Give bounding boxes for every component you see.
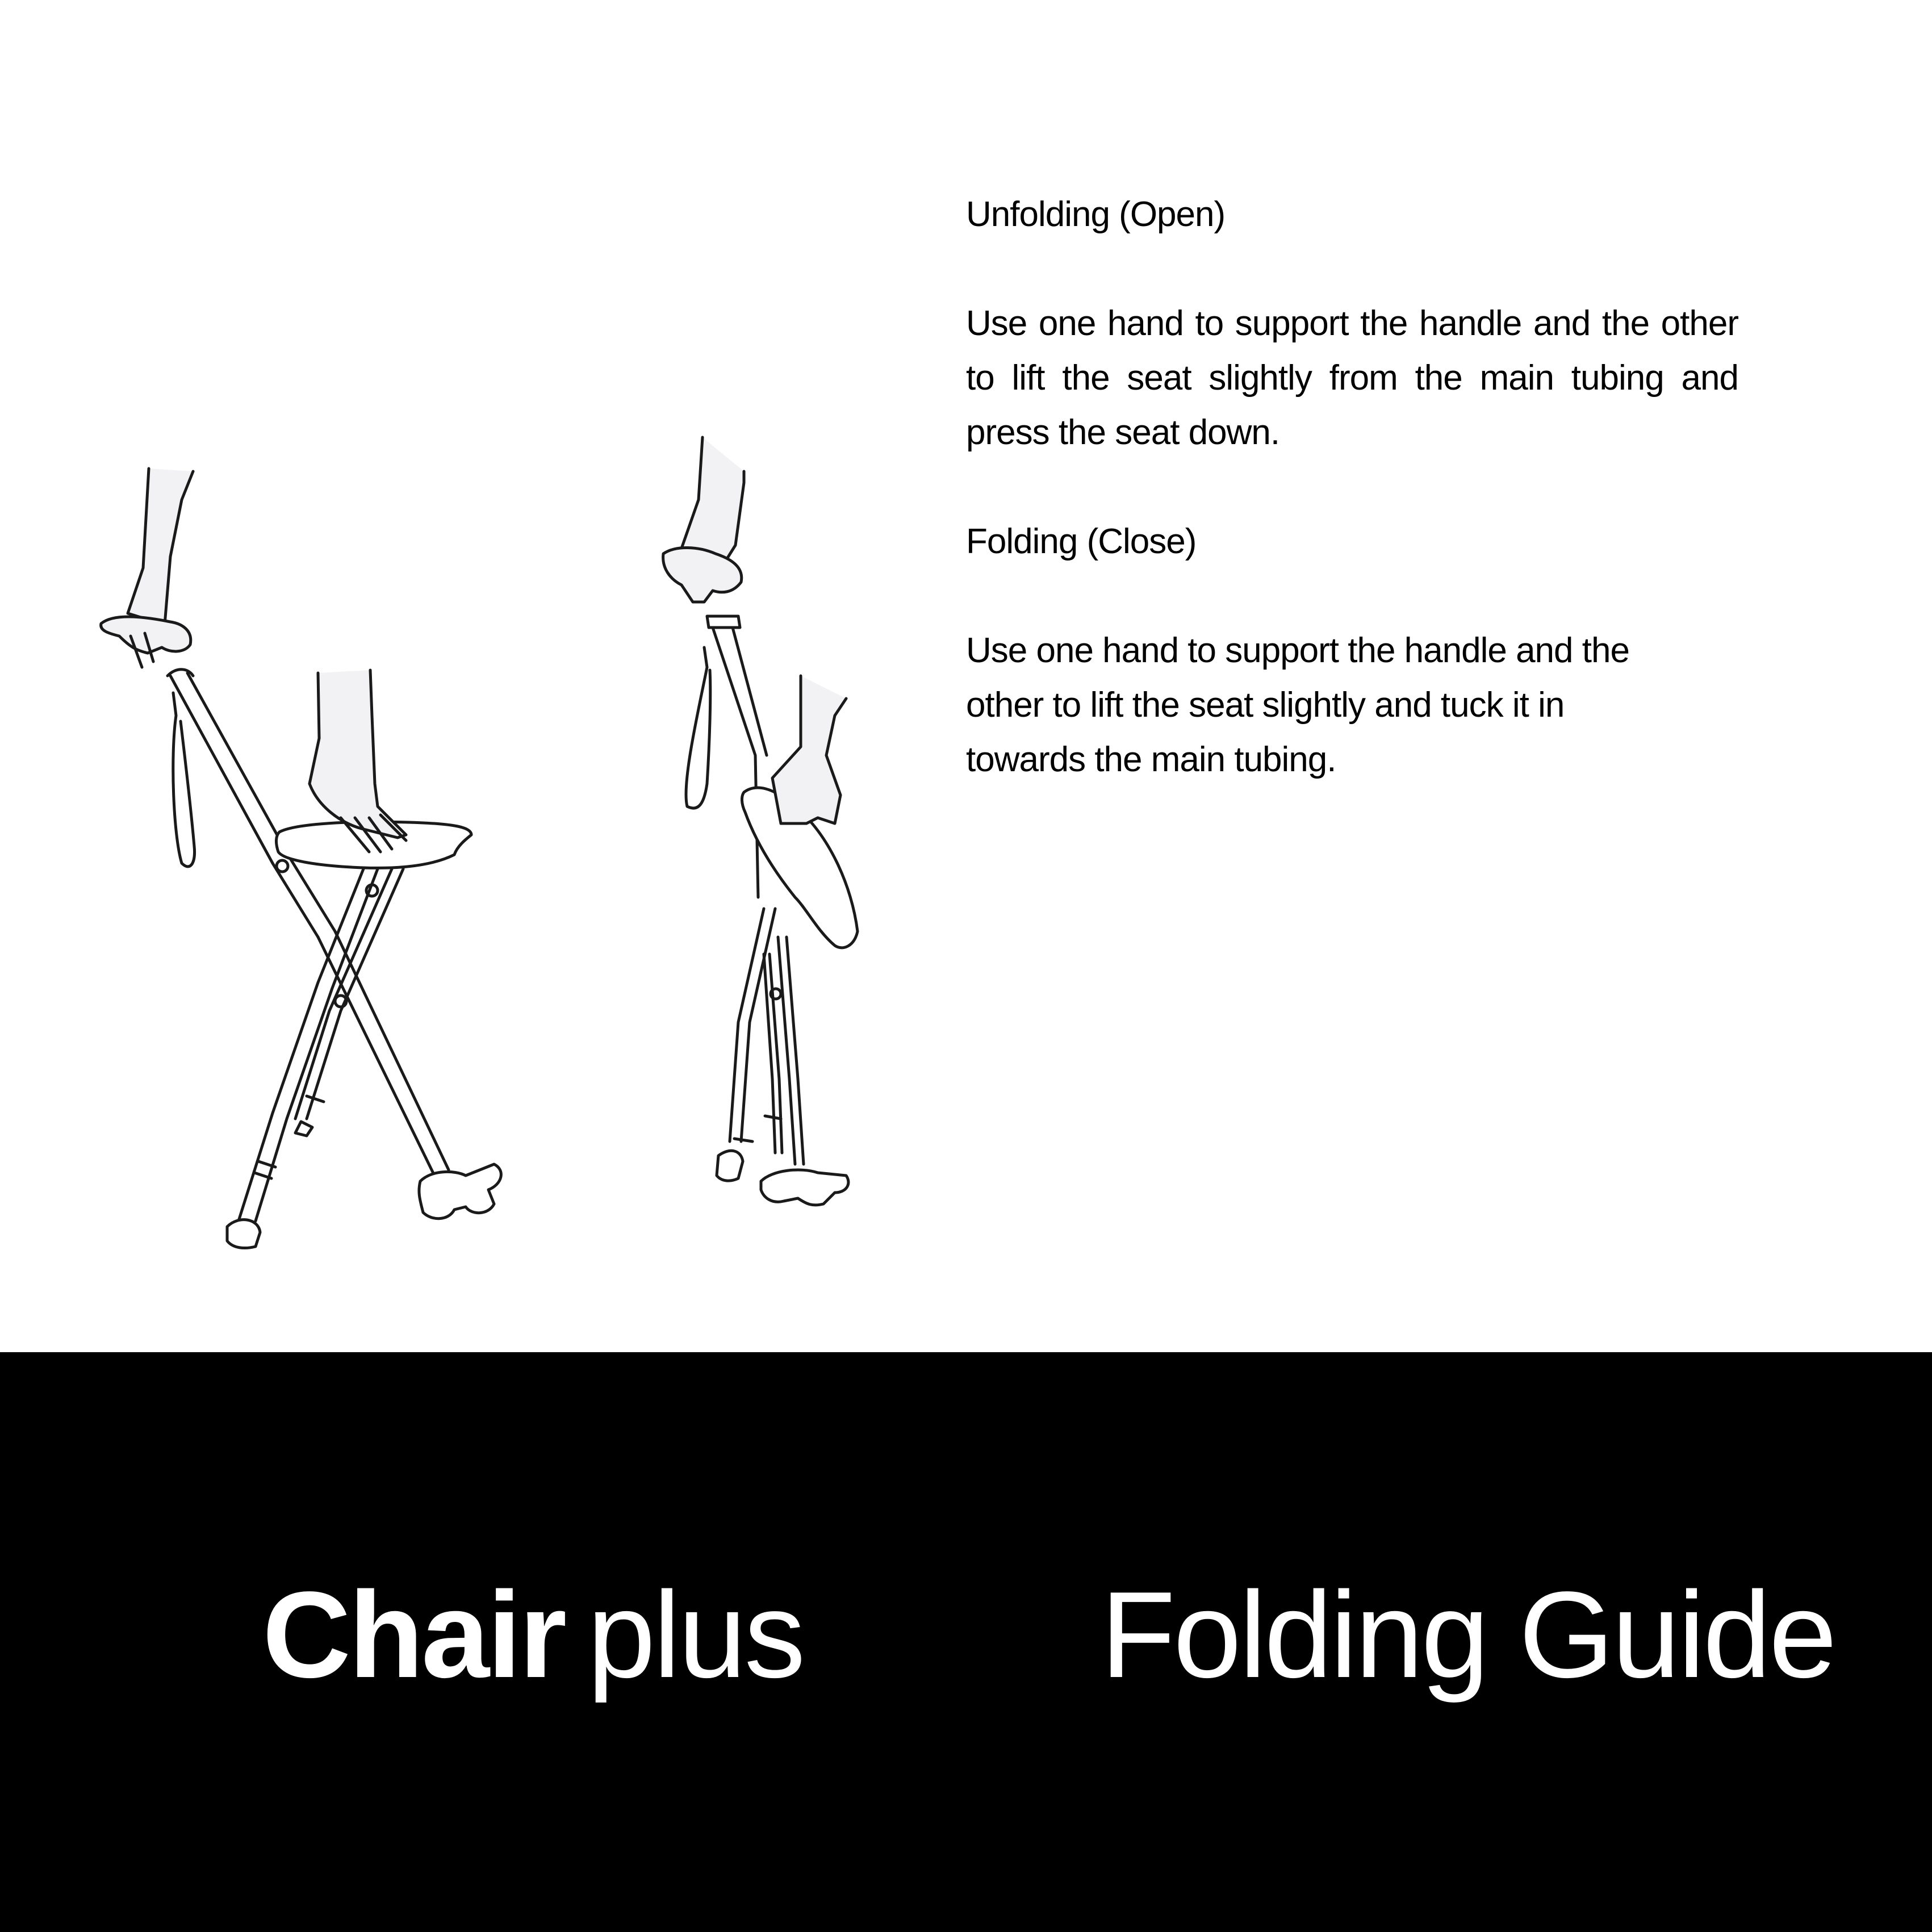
folding-body-line: other to lift the seat slightly and tuck it in xyxy=(966,685,1565,725)
brand-name-bold: Chair xyxy=(262,1566,565,1703)
brand-logo xyxy=(262,1566,804,1703)
instructions xyxy=(966,187,1738,842)
unfolding-body: Use one hand to support the handle and the other to lift the seat slightly from the main tubing and press the seat down. xyxy=(966,304,1738,452)
folding-heading: Folding (Close) xyxy=(966,522,1197,561)
folding-body xyxy=(966,624,1738,787)
folding-body-line: Use one hand to support the handle and the xyxy=(966,631,1629,670)
page-title: Folding Guide xyxy=(1101,1566,1835,1703)
illustrations xyxy=(0,0,937,1352)
unfolded-chair-illustration xyxy=(0,0,937,1352)
folding-body-line: towards the main tubing. xyxy=(966,740,1336,779)
brand-name-light: plus xyxy=(587,1566,804,1703)
unfolding-heading: Unfolding (Open) xyxy=(966,195,1226,234)
